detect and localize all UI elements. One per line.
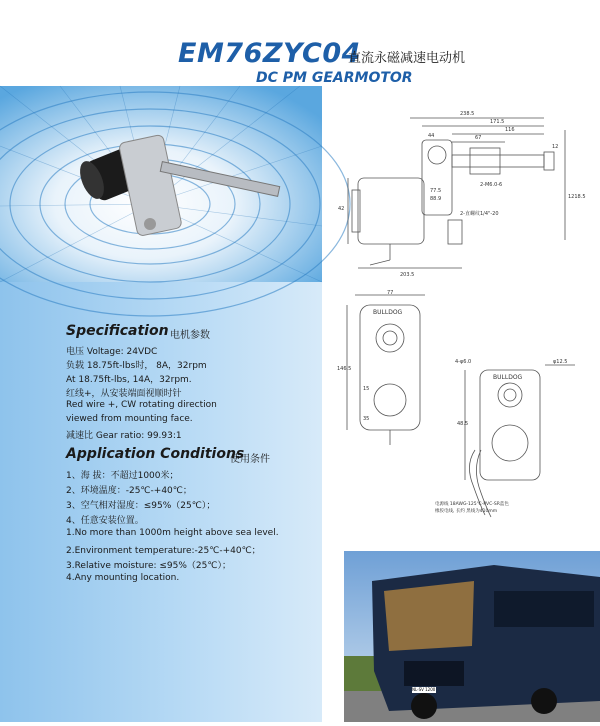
product-model-title: EM76ZYC04 bbox=[178, 38, 361, 69]
wire-note: 橡胶电线, 长约 黑线为410mm bbox=[435, 509, 498, 514]
dim-label: 44 bbox=[428, 133, 435, 139]
specification-heading: Specification bbox=[66, 323, 169, 339]
application-heading-cn: 使用条件 bbox=[230, 454, 270, 465]
dim-label: 238.5 bbox=[460, 111, 475, 117]
application-line: 4、任意安装位置。 bbox=[66, 516, 144, 526]
spec-line: viewed from mounting face. bbox=[66, 414, 193, 424]
spec-line: 负载 18.75ft-lbs时， 8A，32rpm bbox=[66, 361, 207, 371]
dim-label: 146.5 bbox=[337, 366, 352, 372]
dim-label: 171.5 bbox=[490, 119, 505, 125]
side-technical-drawing bbox=[435, 355, 595, 525]
application-line: 2、环境温度：-25℃-+40℃； bbox=[66, 486, 192, 496]
product-subtitle: DC PM GEARMOTOR bbox=[256, 70, 413, 86]
dim-label: 67 bbox=[475, 135, 482, 141]
wire-note: 电源线 18AWG-125℃-PVC-SR蓝色 bbox=[435, 502, 509, 507]
application-line: 1、海 拔：不超过1000米； bbox=[66, 471, 179, 481]
spec-line: At 18.75ft-lbs, 14A，32rpm. bbox=[66, 375, 192, 385]
spec-line: 电压 Voltage: 24VDC bbox=[66, 347, 158, 357]
application-line: 3.Relative moisture: ≤95%（25℃）； bbox=[66, 561, 231, 571]
dim-label: 2-直螺纹1/4"-20 bbox=[460, 211, 499, 217]
brand-label: BULLDOG bbox=[373, 309, 403, 316]
spec-line: 减速比 Gear ratio: 99.93:1 bbox=[66, 431, 182, 441]
dim-label: φ12.5 bbox=[553, 359, 568, 365]
bus-photo bbox=[344, 551, 600, 722]
motorhome-image bbox=[344, 551, 600, 722]
product-model-title-cn: 直流永磁减速电动机 bbox=[348, 51, 466, 66]
dim-label: 116 bbox=[505, 127, 515, 133]
application-line: 4.Any mounting location. bbox=[66, 573, 180, 583]
application-line: 3、空气相对湿度：≤95%（25℃）； bbox=[66, 501, 216, 511]
application-line: 2.Environment temperature:-25℃-+40℃； bbox=[66, 546, 261, 556]
dim-label: 48.5 bbox=[457, 421, 469, 427]
dim-label: 77.5 bbox=[430, 188, 442, 194]
dim-label: 35 bbox=[363, 416, 370, 422]
spec-line: 红线+，从安装端面视顺时针 bbox=[66, 389, 182, 399]
license-plate: NL-SV 1200 bbox=[412, 687, 436, 692]
dim-label: 15 bbox=[363, 386, 370, 392]
brand-label: BULLDOG bbox=[493, 374, 523, 381]
top-technical-drawing bbox=[330, 100, 598, 280]
dim-label: 4-φ6.0 bbox=[455, 359, 472, 365]
dim-label: 203.5 bbox=[400, 272, 415, 278]
dim-label: 88.9 bbox=[430, 196, 442, 202]
dim-label: 1218.5 bbox=[568, 194, 586, 200]
dim-label: 2-M6.0-6 bbox=[480, 182, 503, 188]
front-technical-drawing bbox=[335, 290, 440, 450]
dim-label: 77 bbox=[387, 290, 394, 296]
specification-heading-cn: 电机参数 bbox=[170, 330, 210, 341]
spec-line: Red wire +, CW rotating direction bbox=[66, 400, 217, 410]
gearmotor-image bbox=[0, 86, 322, 282]
product-photo bbox=[0, 86, 322, 282]
application-heading: Application Conditions bbox=[66, 446, 245, 462]
application-line: 1.No more than 1000m height above sea level. bbox=[66, 528, 279, 538]
dim-label: 12 bbox=[552, 144, 559, 150]
dim-label: 42 bbox=[338, 206, 345, 212]
